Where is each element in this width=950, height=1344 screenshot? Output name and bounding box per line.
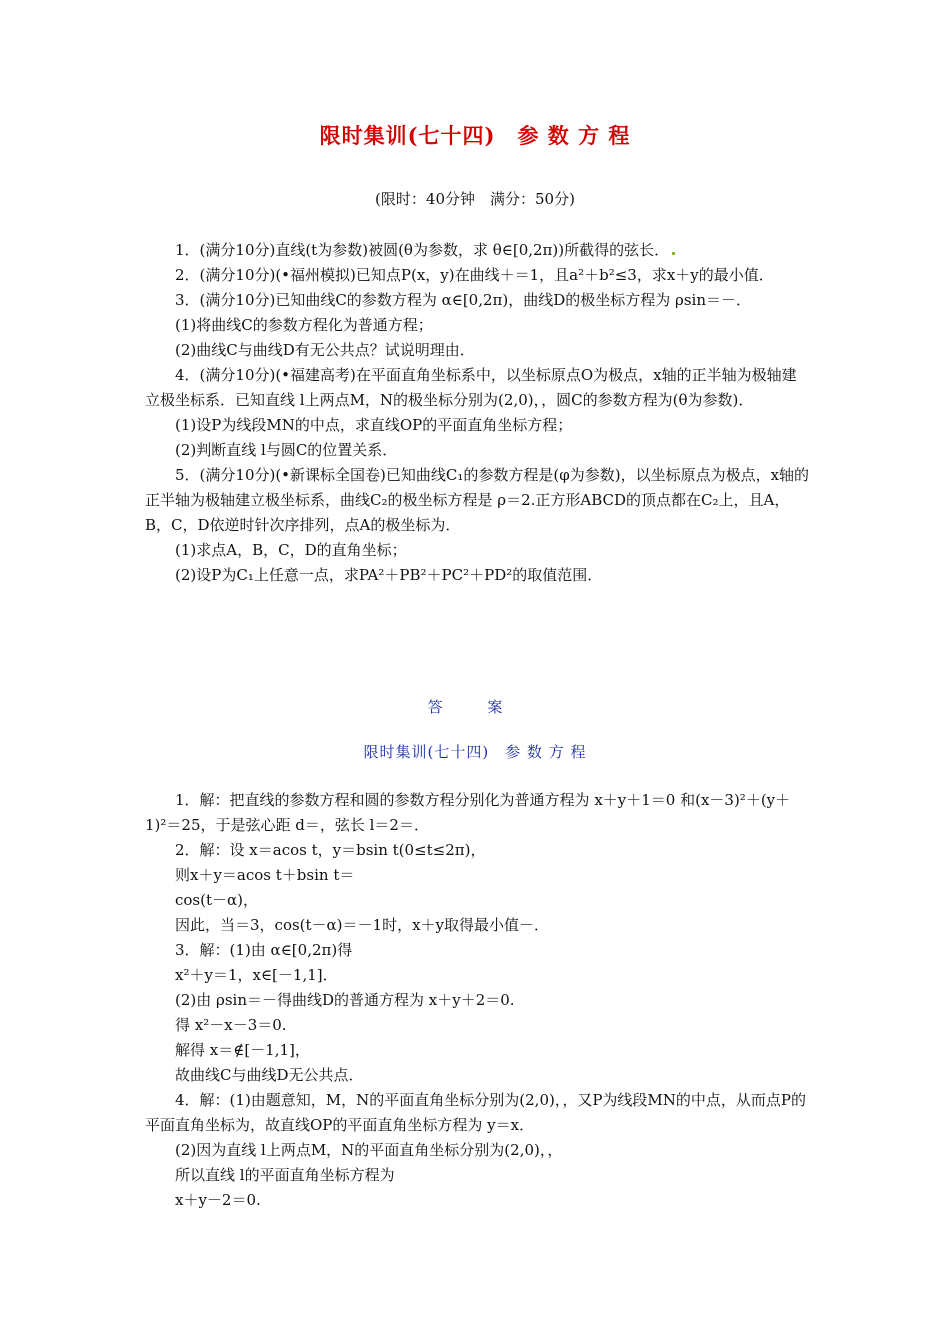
- answers-heading: 答 案: [427, 698, 523, 716]
- answer-3-line-4: 得 x²－x－3＝0.: [175, 1016, 287, 1034]
- answer-4-line-3: 所以直线 l的平面直角坐标方程为: [175, 1166, 395, 1184]
- question-4: 4．(满分10分)(•福建高考)在平面直角坐标系中，以坐标原点O为极点，x轴的正半轴为极轴建立极坐标系．已知直线 l上两点M，N的极坐标分别为(2,0)，，圆C的参数方程为(θ为参数)．: [145, 366, 797, 409]
- question-1: 1．(满分10分)直线(t为参数)被圆(θ为参数，求 θ∈[0,2π))所截得的弦长．: [145, 238, 810, 263]
- question-3-part-1: (1)将曲线C的参数方程化为普通方程；: [175, 316, 433, 334]
- answers-section: [145, 788, 810, 1213]
- answer-2-line-3: cos(t－α)，: [175, 891, 258, 909]
- answer-2-line-1: 2．解：设 x＝acos t，y＝bsin t(0≤t≤2π)，: [175, 841, 486, 859]
- answer-2-line-4: 因此，当＝3，cos(t－α)＝－1时，x＋y取得最小值－．: [175, 916, 550, 934]
- page-title: 限时集训(七十四) 参 数 方 程: [319, 123, 631, 148]
- answer-4-line-1: 4．解：(1)由题意知，M，N的平面直角坐标分别为(2,0)，，又P为线段MN的中点，从而点P的平面直角坐标为，故直线OP的平面直角坐标方程为 y＝x．: [145, 1091, 807, 1134]
- question-4-part-2: (2)判断直线 l与圆C的位置关系．: [175, 441, 398, 459]
- answer-3-line-1: 3．解：(1)由 α∈[0,2π)得: [175, 941, 353, 959]
- answer-4-line-2: (2)因为直线 l上两点M，N的平面直角坐标分别为(2,0)，，: [175, 1141, 563, 1159]
- answer-3-line-2: x²＋y＝1，x∈[－1,1]．: [175, 966, 338, 984]
- answer-3-line-6: 故曲线C与曲线D无公共点．: [175, 1066, 364, 1084]
- answer-4-line-4: x＋y－2＝0.: [175, 1191, 261, 1209]
- green-mark-icon: [672, 252, 675, 255]
- answer-1: 1．解：把直线的参数方程和圆的参数方程分别化为普通方程为 x＋y＋1＝0 和(x－3)²＋(y＋1)²＝25，于是弦心距 d＝，弦长 l＝2＝．: [145, 791, 791, 834]
- question-5-part-2: (2)设P为C₁上任意一点，求PA²＋PB²＋PC²＋PD²的取值范围．: [175, 566, 603, 584]
- question-5-part-1: (1)求点A，B，C，D的直角坐标；: [175, 541, 407, 559]
- question-5: 5．(满分10分)(•新课标全国卷)已知曲线C₁的参数方程是(φ为参数)，以坐标原点为极点，x轴的正半轴为极轴建立极坐标系，曲线C₂的极坐标方程是 ρ＝2.正方形ABCD的顶点都在C₂上，且A，B，C，D依逆时针次序排列，点A的极坐标为．: [145, 466, 810, 534]
- question-3: 3．(满分10分)已知曲线C的参数方程为 α∈[0,2π)，曲线D的极坐标方程为 ρsin＝－．: [175, 291, 752, 309]
- questions-section: [145, 238, 810, 588]
- question-2: 2．(满分10分)(•福州模拟)已知点P(x，y)在曲线＋＝1，且a²＋b²≤3，求x＋y的最小值．: [175, 266, 774, 284]
- answer-3-line-3: (2)由 ρsin＝－得曲线D的普通方程为 x＋y＋2＝0.: [175, 991, 515, 1009]
- answer-2-line-2: 则x＋y＝acos t＋bsin t＝: [175, 866, 355, 884]
- answer-3-line-5: 解得 x＝∉[－1,1]，: [175, 1041, 310, 1059]
- question-3-part-2: (2)曲线C与曲线D有无公共点？试说明理由．: [175, 341, 475, 359]
- time-score-info: (限时：40分钟 满分：50分): [375, 190, 575, 208]
- question-4-part-1: (1)设P为线段MN的中点，求直线OP的平面直角坐标方程；: [175, 416, 573, 434]
- answers-title: 限时集训(七十四) 参 数 方 程: [363, 743, 587, 761]
